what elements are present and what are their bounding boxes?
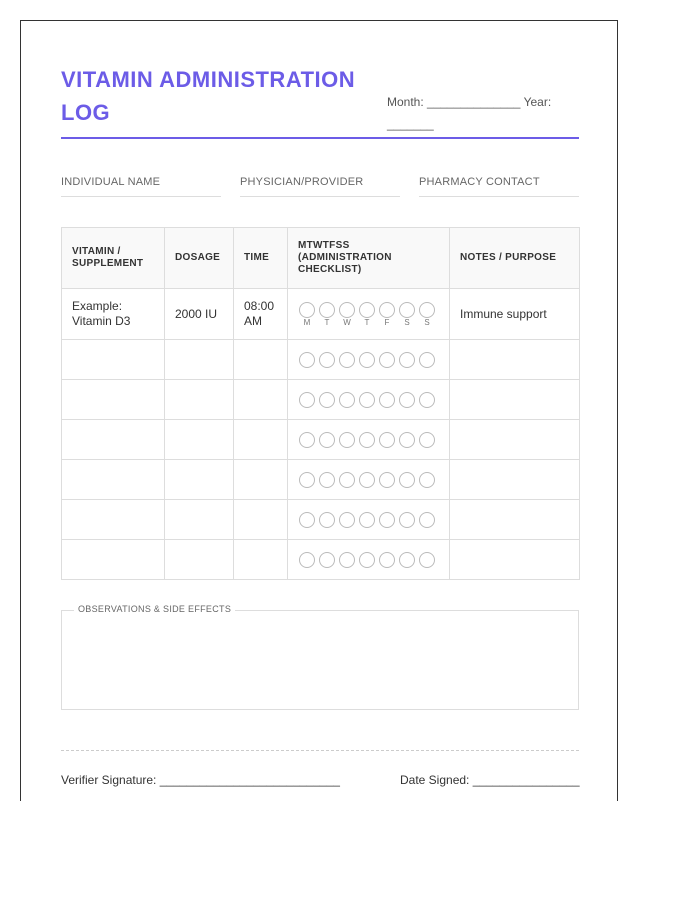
day-letter: W bbox=[343, 317, 351, 327]
dosage-cell[interactable] bbox=[165, 500, 234, 540]
vitamin-cell[interactable] bbox=[62, 540, 165, 580]
time-cell[interactable] bbox=[234, 460, 288, 500]
day-checkbox[interactable] bbox=[299, 302, 315, 318]
day-checkbox[interactable] bbox=[359, 472, 375, 488]
dosage-cell[interactable] bbox=[165, 540, 234, 580]
day-checkbox[interactable] bbox=[419, 432, 435, 448]
day-checkbox[interactable] bbox=[359, 512, 375, 528]
day-checkbox[interactable] bbox=[299, 352, 315, 368]
header-time: TIME bbox=[234, 228, 288, 289]
day-checkbox[interactable] bbox=[419, 512, 435, 528]
vitamin-cell[interactable] bbox=[62, 460, 165, 500]
signature-divider bbox=[61, 750, 579, 751]
day-checkbox[interactable] bbox=[339, 472, 355, 488]
day-checkbox[interactable] bbox=[299, 512, 315, 528]
day-checklist bbox=[298, 392, 439, 408]
verifier-signature-field[interactable]: Verifier Signature: ___________________________ bbox=[61, 773, 340, 787]
header-vitamin: VITAMIN / SUPPLEMENT bbox=[62, 228, 165, 289]
physician-field[interactable]: PHYSICIAN/PROVIDER bbox=[240, 176, 400, 197]
notes-cell[interactable]: Immune support bbox=[450, 289, 580, 340]
day-checklist bbox=[298, 472, 439, 488]
day-checkbox[interactable] bbox=[359, 302, 375, 318]
table-row bbox=[62, 340, 580, 380]
day-checkbox[interactable] bbox=[419, 472, 435, 488]
individual-name-field[interactable]: INDIVIDUAL NAME bbox=[61, 176, 221, 197]
day-checkbox[interactable] bbox=[399, 552, 415, 568]
dosage-cell[interactable] bbox=[165, 420, 234, 460]
dosage-cell[interactable] bbox=[165, 460, 234, 500]
month-year-field[interactable]: Month: ______________ Year: _______ bbox=[387, 95, 552, 131]
vitamin-cell[interactable] bbox=[62, 420, 165, 460]
day-letter: T bbox=[364, 317, 370, 327]
day-checkbox[interactable] bbox=[399, 472, 415, 488]
time-cell[interactable]: 08:00 AM bbox=[234, 289, 288, 340]
day-checkbox[interactable] bbox=[419, 552, 435, 568]
header-divider bbox=[61, 137, 579, 139]
day-checkbox[interactable] bbox=[319, 352, 335, 368]
vitamin-cell[interactable] bbox=[62, 340, 165, 380]
observations-label: OBSERVATIONS & SIDE EFFECTS bbox=[74, 604, 235, 614]
header-checklist: MTWTFSS (ADMINISTRATION CHECKLIST) bbox=[288, 228, 450, 289]
day-checklist bbox=[298, 352, 439, 368]
table-row bbox=[62, 540, 580, 580]
vitamin-cell[interactable]: Example: Vitamin D3 bbox=[62, 289, 165, 340]
day-checkbox[interactable] bbox=[399, 392, 415, 408]
checklist-cell bbox=[288, 420, 450, 460]
day-checkbox[interactable] bbox=[339, 302, 355, 318]
time-cell[interactable] bbox=[234, 340, 288, 380]
day-checkbox[interactable] bbox=[299, 552, 315, 568]
notes-cell[interactable] bbox=[450, 380, 580, 420]
day-checkbox[interactable] bbox=[379, 352, 395, 368]
day-checkbox[interactable] bbox=[379, 302, 395, 318]
day-checkbox[interactable] bbox=[339, 512, 355, 528]
day-letter: T bbox=[324, 317, 330, 327]
checklist-cell bbox=[288, 460, 450, 500]
checklist-cell bbox=[288, 500, 450, 540]
day-checkbox[interactable] bbox=[339, 432, 355, 448]
day-checkbox[interactable] bbox=[299, 432, 315, 448]
page-title: VITAMIN ADMINISTRATION LOG bbox=[61, 67, 356, 125]
day-checkbox[interactable] bbox=[359, 392, 375, 408]
day-checkbox[interactable] bbox=[419, 352, 435, 368]
vitamin-log-table bbox=[61, 227, 580, 580]
day-checkbox[interactable] bbox=[359, 552, 375, 568]
table-row bbox=[62, 500, 580, 540]
notes-cell[interactable] bbox=[450, 460, 580, 500]
day-checkbox[interactable] bbox=[379, 552, 395, 568]
time-cell[interactable] bbox=[234, 420, 288, 460]
dosage-cell[interactable]: 2000 IU bbox=[165, 289, 234, 340]
day-checkbox[interactable] bbox=[379, 392, 395, 408]
checklist-cell bbox=[288, 380, 450, 420]
day-checkbox[interactable] bbox=[319, 472, 335, 488]
checklist-cell bbox=[288, 540, 450, 580]
notes-cell[interactable] bbox=[450, 420, 580, 460]
table-row bbox=[62, 420, 580, 460]
table-header-row bbox=[62, 228, 580, 289]
notes-cell[interactable] bbox=[450, 540, 580, 580]
pharmacy-contact-field[interactable]: PHARMACY CONTACT bbox=[419, 176, 579, 197]
observations-box[interactable] bbox=[61, 604, 579, 710]
table-row bbox=[62, 380, 580, 420]
day-letter: S bbox=[404, 317, 410, 327]
day-checkbox[interactable] bbox=[339, 352, 355, 368]
time-cell[interactable] bbox=[234, 500, 288, 540]
day-checkbox[interactable] bbox=[339, 552, 355, 568]
time-cell[interactable] bbox=[234, 540, 288, 580]
header-dosage: DOSAGE bbox=[165, 228, 234, 289]
day-checkbox[interactable] bbox=[379, 512, 395, 528]
day-checklist bbox=[298, 552, 439, 568]
date-signed-field[interactable]: Date Signed: ________________ bbox=[400, 773, 580, 787]
dosage-cell[interactable] bbox=[165, 340, 234, 380]
vitamin-cell[interactable] bbox=[62, 380, 165, 420]
day-checkbox[interactable] bbox=[399, 432, 415, 448]
day-checkbox[interactable] bbox=[319, 302, 335, 318]
day-checkbox[interactable] bbox=[379, 472, 395, 488]
day-checkbox[interactable] bbox=[399, 352, 415, 368]
log-page bbox=[20, 20, 618, 801]
day-checkbox[interactable] bbox=[419, 302, 435, 318]
day-checkbox[interactable] bbox=[359, 352, 375, 368]
day-checkbox[interactable] bbox=[319, 392, 335, 408]
notes-cell[interactable] bbox=[450, 500, 580, 540]
day-checkbox[interactable] bbox=[399, 512, 415, 528]
day-letter: S bbox=[424, 317, 430, 327]
day-checkbox[interactable] bbox=[299, 392, 315, 408]
day-checkbox[interactable] bbox=[319, 432, 335, 448]
day-checkbox[interactable] bbox=[399, 302, 415, 318]
day-checkbox[interactable] bbox=[339, 392, 355, 408]
dosage-cell[interactable] bbox=[165, 380, 234, 420]
day-checkbox[interactable] bbox=[379, 432, 395, 448]
vitamin-cell[interactable] bbox=[62, 500, 165, 540]
day-checkbox[interactable] bbox=[419, 392, 435, 408]
day-letter: F bbox=[384, 317, 390, 327]
day-checklist bbox=[298, 302, 439, 327]
table-row bbox=[62, 289, 580, 340]
header-notes: NOTES / PURPOSE bbox=[450, 228, 580, 289]
day-checkbox[interactable] bbox=[319, 552, 335, 568]
table-row bbox=[62, 460, 580, 500]
checklist-cell bbox=[288, 289, 450, 340]
day-checkbox[interactable] bbox=[299, 472, 315, 488]
time-cell[interactable] bbox=[234, 380, 288, 420]
day-letter: M bbox=[303, 317, 311, 327]
day-checklist bbox=[298, 432, 439, 448]
notes-cell[interactable] bbox=[450, 340, 580, 380]
checklist-cell bbox=[288, 340, 450, 380]
day-checklist bbox=[298, 512, 439, 528]
day-checkbox[interactable] bbox=[319, 512, 335, 528]
day-checkbox[interactable] bbox=[359, 432, 375, 448]
